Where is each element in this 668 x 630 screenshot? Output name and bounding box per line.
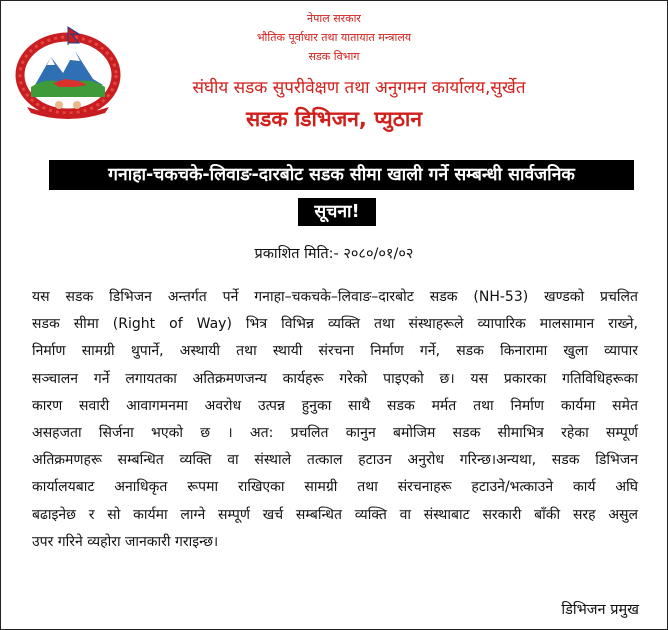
header-division: सडक डिभिजन, प्युठान <box>245 107 423 131</box>
body-line: यस सडक डिभिजन अन्तर्गत पर्ने गनाहा–चकचके–लिवाङ–दारबोट सडक (NH-53) खण्डको प्रचलित <box>32 289 638 305</box>
published-date: प्रकाशित मिति:- २०८०/०१/०२ <box>254 246 414 262</box>
notice-title: गनाहा-चकचके-लिवाङ-दारबोट सडक सीमा खाली गर्ने सम्बन्धी सार्वजनिक <box>49 160 634 190</box>
body-line: सञ्चालन गर्ने लगायतका अतिक्रमणजन्य कार्यहरू गरेको पाइएको छ। यस प्रकारका गतिविधिहरूका <box>32 370 638 387</box>
body-line: निर्माण सामग्री थुपार्ने, अस्थायी तथा स्थायी संरचना निर्माण गर्ने, सडक किनारामा खुला व्यापार <box>32 343 638 360</box>
header-ministry: भौतिक पूर्वाधार तथा यातायात मन्त्रालय <box>256 31 412 44</box>
header-government: नेपाल सरकार <box>307 12 361 25</box>
body-line: कारण सवारी आवागमनमा अवरोध उत्पन्न हुनुका साथै सडक मर्मत तथा निर्माण कार्यमा समेत <box>32 397 638 414</box>
body-line: अतिक्रमणहरू सम्बन्धित व्यक्ति वा संस्थाले तत्काल हटाउन अनुरोध गरिन्छ।अन्यथा, सडक डिभिजन <box>32 452 638 469</box>
body-line: उपर गरिने व्यहोरा जानकारी गराइन्छ। <box>32 533 219 550</box>
body-line: बढाइनेछ र सो कार्यमा लाग्ने सम्पूर्ण खर्च सम्बन्धित व्यक्ति वा संस्थाबाट सरकारी बाँकी सरह असुल <box>32 506 638 523</box>
body-line: कार्यालयबाट अनाधिकृत रूपमा राखिएका सामग्री तथा संरचनाहरू हटाउने/भत्काउने कार्य अघि <box>32 479 638 496</box>
header-department: सडक विभाग <box>308 50 360 63</box>
body-line: सडक सीमा (Right of Way) भित्र विभिन्न व्यक्ति तथा संस्थाहरूले व्यापारिक मालसामान राख्ने, <box>32 316 638 333</box>
signature: डिभिजन प्रमुख <box>561 602 639 618</box>
header-office: संघीय सडक सुपरीवेक्षण तथा अनुगमन कार्यालय,सुर्खेत <box>192 78 526 98</box>
notice-body <box>32 284 638 556</box>
body-line: असहजता सिर्जना भएको छ । अत: प्रचलित कानुन बमोजिम सडक सीमाभित्र रहेका सम्पूर्ण <box>32 425 638 442</box>
notice-title-continued: सूचना! <box>298 198 376 226</box>
